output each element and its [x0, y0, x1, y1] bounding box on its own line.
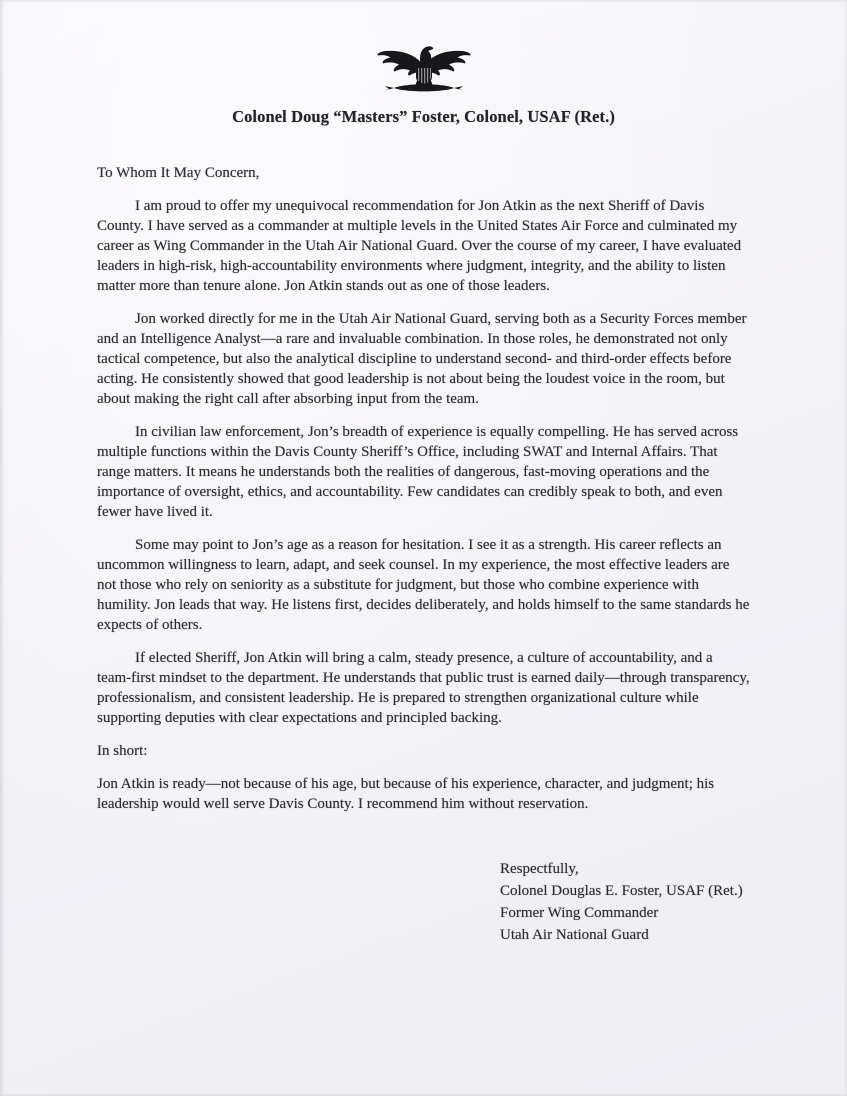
signature-title: Former Wing Commander	[500, 905, 659, 921]
letter-paragraph: I am proud to offer my unequivocal recommendation for Jon Atkin as the next Sheriff of Davis County. I have served as a commander at multiple levels in the United States Air Force and culminated my career as Wing Commander in the Utah Air National Guard. Over the course of my career, I have evaluated leaders in high-risk, high-accountability environments where judgment, integrity, and the ability to listen matter more than tenure alone. Jon Atkin stands out as one of those leaders.	[97, 198, 742, 294]
signature-block	[500, 858, 750, 946]
salutation: To Whom It May Concern,	[97, 165, 260, 181]
letter-paragraph: Some may point to Jon’s age as a reason for hesitation. I see it as a strength. His career reflects an uncommon willingness to learn, adapt, and seek counsel. In my experience, the most effective leaders are not those who rely on seniority as a substitute for judgment, but those who combine experience with humility. Jon leads that way. He listens first, decides deliberately, and holds himself to the same standards he expects of others.	[97, 537, 750, 633]
closing-paragraph: Jon Atkin is ready—not because of his age, but because of his experience, character, and judgment; his leadership would well serve Davis County. I recommend him without reservation.	[97, 776, 715, 812]
colonel-eagle-insignia	[374, 42, 474, 94]
letterhead	[97, 42, 750, 127]
signature-name: Colonel Douglas E. Foster, USAF (Ret.)	[500, 883, 743, 899]
signature-organization: Utah Air National Guard	[500, 927, 649, 943]
letterhead-title: Colonel Doug “Masters” Foster, Colonel, USAF (Ret.)	[232, 107, 615, 126]
letter-body	[97, 163, 750, 946]
in-short-label: In short:	[97, 743, 148, 759]
letter-paragraph: In civilian law enforcement, Jon’s breadth of experience is equally compelling. He has served across multiple functions within the Davis County Sheriff’s Office, including SWAT and Internal Affairs. That range matters. It means he understands both the realities of dangerous, fast-moving operations and the importance of oversight, ethics, and accountability. Few candidates can credibly speak to both, and even fewer have lived it.	[97, 424, 739, 520]
signature-closing: Respectfully,	[500, 861, 579, 877]
letter-paragraph: Jon worked directly for me in the Utah Air National Guard, serving both as a Security Forces member and an Intelligence Analyst—a rare and invaluable combination. In those roles, he demonstrated not only tactical competence, but also the analytical discipline to understand second- and third-order effects before acting. He consistently showed that good leadership is not about being the loudest voice in the room, but about making the right call after absorbing input from the team.	[97, 311, 747, 407]
letter-paragraph: If elected Sheriff, Jon Atkin will bring a calm, steady presence, a culture of accountability, and a team-first mindset to the department. He understands that public trust is earned daily—through transparency, professionalism, and consistent leadership. He is prepared to strengthen organizational culture while supporting deputies with clear expectations and principled backing.	[97, 650, 750, 726]
